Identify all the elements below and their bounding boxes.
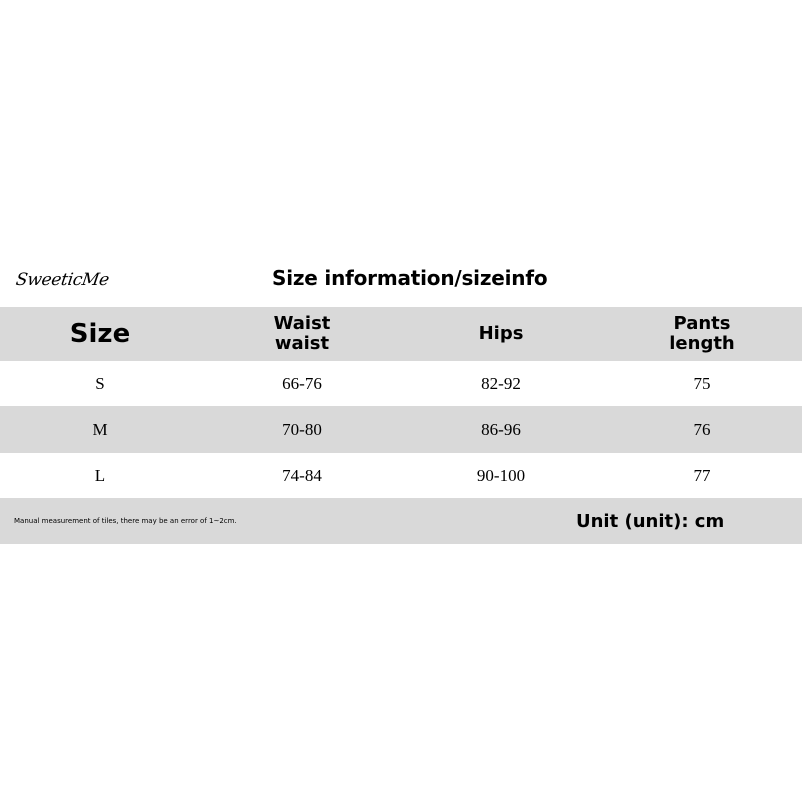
cell-pants-length: 77 [693, 465, 711, 485]
brand-logo: SweeticMe [14, 270, 111, 290]
cell-pants-length: 76 [693, 419, 711, 439]
unit-label: Unit (unit): cm [576, 510, 725, 532]
cell-waist: 74-84 [282, 465, 322, 485]
cell-hips: 90-100 [476, 465, 526, 485]
cell-waist: 66-76 [282, 373, 322, 393]
header-pants-length [640, 307, 764, 361]
cell-waist: 70-80 [282, 419, 322, 439]
page-title: Size information/sizeinfo [272, 266, 548, 290]
measurement-note: Manual measurement of tiles, there may be an error of 1~2cm. [14, 517, 237, 525]
cell-size: M [92, 419, 108, 439]
header-pants-line1: Pants [673, 313, 731, 334]
cell-size: L [94, 465, 106, 485]
cell-hips: 82-92 [481, 373, 521, 393]
table-row [0, 361, 802, 406]
header-pants-line2: length [669, 333, 735, 354]
header-size: Size [69, 319, 131, 349]
table-row [0, 453, 802, 498]
header-waist-line2: waist [274, 333, 330, 354]
header-waist [242, 307, 362, 361]
table-header [0, 307, 802, 361]
header-waist-line1: Waist [273, 313, 331, 334]
cell-pants-length: 75 [693, 373, 711, 393]
cell-size: S [95, 373, 105, 393]
header-hips: Hips [478, 323, 524, 344]
table-row [0, 406, 802, 453]
table-footer [0, 498, 802, 544]
cell-hips: 86-96 [481, 419, 521, 439]
